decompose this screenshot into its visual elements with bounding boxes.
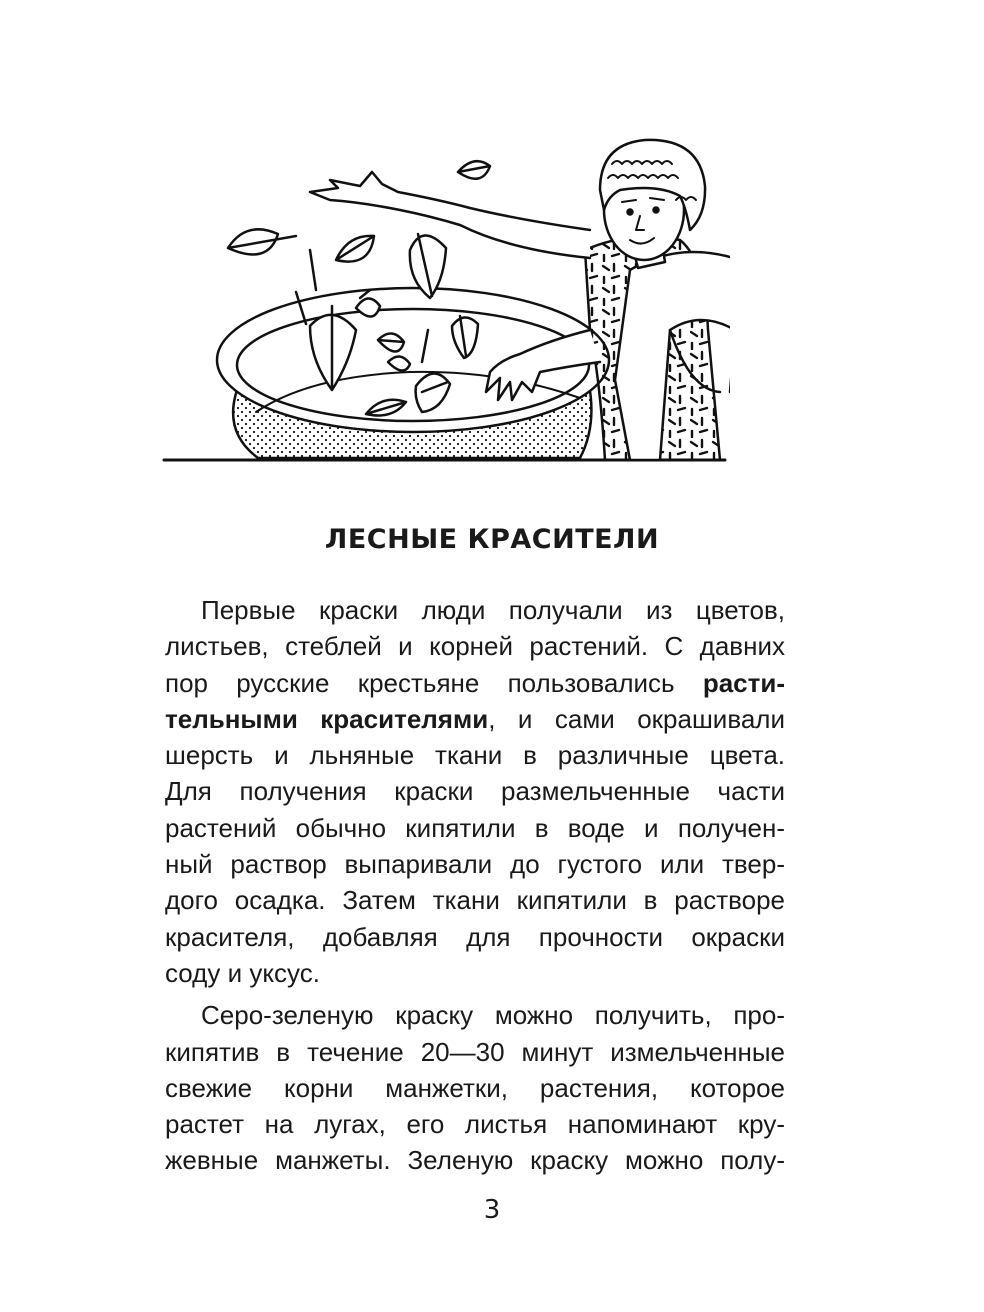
text-line: жевные манжеты. Зеленую краску можно полу- [165,1145,785,1176]
text-line: дого осадка. Затем ткани кипятили в растворе [165,885,785,916]
woman-dyeing-fabric-in-basin-illustration [160,130,730,470]
text-line: Серо-зеленую краску можно получить, про- [201,1000,785,1031]
text-line: соду и уксус. [165,957,320,988]
text-line: кипятив в течение 20—30 минут измельченные [165,1036,785,1067]
page-number: 3 [483,1195,501,1225]
text-line-part: пор русские крестьяне пользовались [165,667,675,698]
text-line-part: , и сами окрашивали [488,703,786,734]
chapter-heading: ЛЕСНЫЕ КРАСИТЕЛИ [324,524,660,555]
paragraph-2 [165,997,785,1178]
body-text [165,592,785,1179]
text-line: шерсть и льняные ткани в различные цвета. [165,740,785,771]
text-line: Для получения краски размельченные части [165,776,785,807]
text-line: Первые краски люди получали из цветов, [201,595,785,625]
text-line: листьев, стеблей и корней растений. С давних [165,631,785,662]
text-line [165,665,785,701]
text-line: ный раствор выпаривали до густого или твер- [165,849,785,880]
bold-term: тельными красителями [165,703,489,734]
text-line: растет на лугах, его листья напоминают кру- [165,1109,785,1140]
woman-dyeing-illustration [160,130,730,470]
text-line: красителя, добавляя для прочности окраски [165,921,785,952]
text-line [165,701,785,737]
text-line: растений обычно кипятили в воде и получен- [165,812,785,843]
bold-term: расти- [702,667,785,698]
paragraph-1 [165,592,785,991]
text-line: свежие корни манжетки, растения, которое [165,1072,785,1103]
